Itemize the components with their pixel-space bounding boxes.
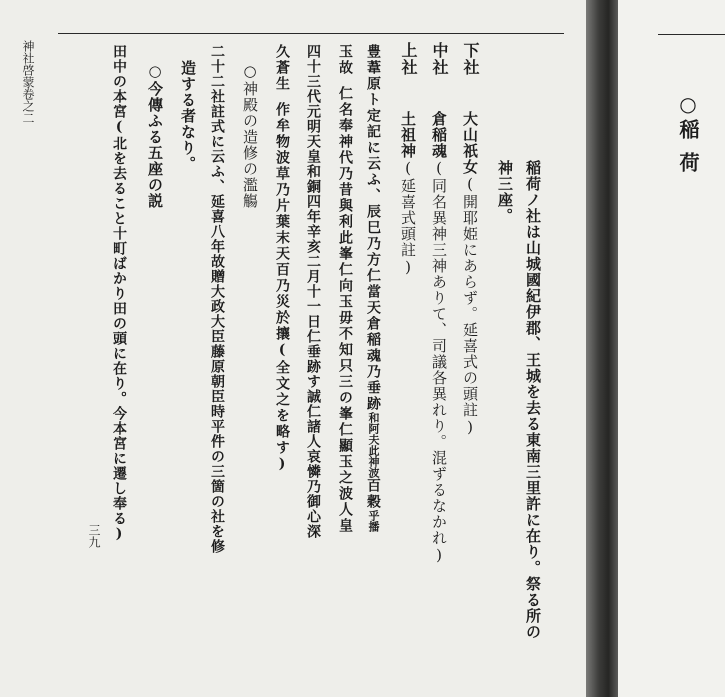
text-column-9: 久蒼生作牟物波草乃片葉末天百乃災於攘(全文之を略す) (274, 44, 290, 474)
section-label-upper-shrine: 上社 (399, 42, 418, 76)
text-column-10: ○神殿の造修の濫觴 (241, 62, 259, 209)
facing-page (618, 0, 725, 697)
book-gutter (586, 0, 618, 697)
header-rule (58, 33, 564, 34)
running-title: 神社啓蒙卷之二 (21, 40, 35, 124)
text-column-11: 二十二社註式に云ふ、延喜八年故贈大政大臣藤原朝臣時平件の三箇の社を修 (209, 44, 225, 554)
text-column-4: 中社 倉稲魂(同名異神三神ありて、司議各異れり。混ずるなかれ) (430, 42, 449, 565)
text-column-12: 造する者なり。 (179, 60, 197, 172)
text-column-6: 豊葦原ト定記に云ふ、辰巳乃方仁當天倉稲魂乃垂跡和阿夫此神波百穀乎播 (365, 44, 381, 532)
page-number: 三九 (87, 524, 101, 548)
section-label-lower-shrine: 下社 (461, 42, 480, 76)
text-column-14: 田中の本宮(北を去ること十町ばかり田の頭に在り。今本宮に遷し奉る) (111, 44, 127, 543)
text-column-1: 稲荷ノ社は山城國紀伊郡、王城を去る東南三里許に在り。祭る所の (524, 160, 542, 640)
text-column-2: 神三座。 (496, 160, 514, 224)
section-label-middle-shrine: 中社 (430, 42, 449, 76)
facing-header-rule (658, 34, 725, 35)
text-column-8: 四十三代元明天皇和銅四年辛亥二月十一日仁垂跡す誠仁諸人哀憐乃御心深 (305, 44, 321, 539)
text-column-3: 下社 大山祇女(開耶姫にあらず。延喜式の頭註) (461, 42, 480, 437)
text-column-7: 玉故仁名奉神代乃昔與利此峯仁向玉毋不知只三の峯仁顯玉之波人皇 (337, 44, 353, 534)
text-column-5: 上社 土祖神(延喜式頭註) (399, 42, 418, 277)
facing-heading: ○稲荷 (676, 92, 700, 175)
text-column-13: ○今傳ふる五座の説 (146, 62, 164, 209)
